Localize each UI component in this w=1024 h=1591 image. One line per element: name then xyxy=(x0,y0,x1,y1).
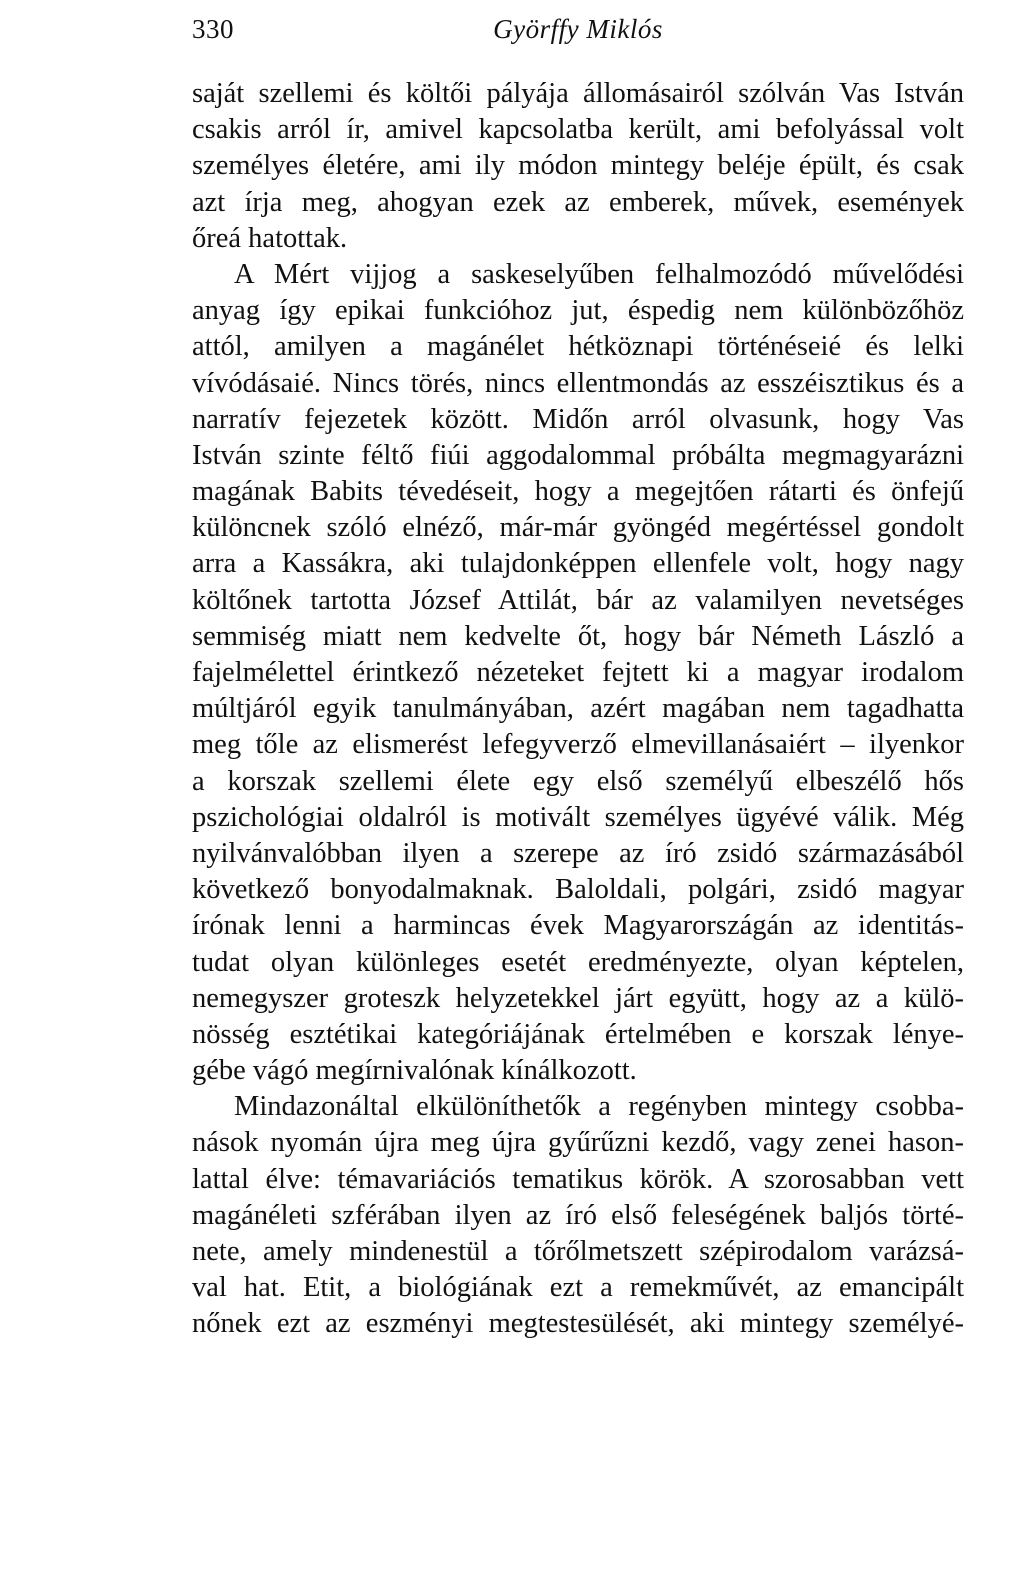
text-line: személyes életére, ami ily módon mintegy beléje épült, és csak xyxy=(192,150,964,182)
text-line: különcnek szóló elnéző, már-már gyöngéd megértéssel gondolt xyxy=(192,512,964,544)
running-head-author: Györffy Miklós xyxy=(493,14,663,44)
text-line: nemegyszer groteszk helyzetekkel járt együtt, hogy az a külö- xyxy=(192,982,964,1014)
text-line: lattal élve: témavariációs tematikus körök. A szorosabban vett xyxy=(192,1163,964,1195)
text-line: fajelmélettel érintkező nézeteket fejtett ki a magyar irodalom xyxy=(192,657,964,688)
text-line: saját szellemi és költői pályája állomásairól szólván Vas István xyxy=(192,78,964,109)
text-line: nete, amely mindenestül a tőrőlmetszett szépirodalom varázsá- xyxy=(192,1236,964,1267)
text-line: magánéleti szférában ilyen az író első feleségének baljós törté- xyxy=(192,1199,964,1231)
text-line: költőnek tartotta József Attilát, bár az valamilyen nevetséges xyxy=(192,584,964,616)
text-line: tudat olyan különleges esetét eredményezte, olyan képtelen, xyxy=(192,946,964,978)
text-line: őreá hatottak. xyxy=(192,222,348,254)
text-line: anyag így epikai funkcióhoz jut, éspedig nem különbözőhöz xyxy=(192,295,964,327)
text-line: val hat. Etit, a biológiának ezt a remekművét, az emancipált xyxy=(192,1272,964,1304)
body-text xyxy=(192,76,964,1343)
text-line: nőnek ezt az eszményi megtestesülését, aki mintegy személyé- xyxy=(192,1308,964,1340)
text-line: attól, amilyen a magánélet hétköznapi történéseié és lelki xyxy=(192,331,964,363)
text-line: pszichológiai oldalról is motivált személyes ügyévé válik. Még xyxy=(192,801,964,833)
text-line: következő bonyodalmaknak. Baloldali, polgári, zsidó magyar xyxy=(192,874,964,906)
text-line: írónak lenni a harmincas évek Magyarországán az identitás- xyxy=(192,910,964,942)
text-line: A Mért vijjog a saskeselyűben felhalmozódó művelődési xyxy=(234,258,964,290)
text-line: semmiség miatt nem kedvelte őt, hogy bár Németh László a xyxy=(192,620,964,652)
text-line: nyilvánvalóbban ilyen a szerepe az író zsidó származásából xyxy=(192,837,964,869)
page-number: 330 xyxy=(192,14,234,44)
text-line: meg tőle az elismerést lefegyverző elmevillanásaiért – ilyenkor xyxy=(192,729,964,761)
text-line: narratív fejezetek között. Midőn arról olvasunk, hogy Vas xyxy=(192,403,964,435)
text-line: azt írja meg, ahogyan ezek az emberek, művek, események xyxy=(192,186,964,218)
text-line: arra a Kassákra, aki tulajdonképpen ellenfele volt, hogy nagy xyxy=(192,548,964,580)
text-line: magának Babits tévedéseit, hogy a megejtően rátarti és önfejű xyxy=(192,476,964,508)
text-line: István szinte féltő fiúi aggodalommal próbálta megmagyarázni xyxy=(192,439,964,471)
text-line: nösség esztétikai kategóriájának értelmében e korszak lénye- xyxy=(192,1018,964,1050)
paragraph xyxy=(192,1089,964,1342)
text-line: a korszak szellemi élete egy első személyű elbeszélő hős xyxy=(192,765,964,797)
paragraph xyxy=(192,76,964,1089)
page-header xyxy=(192,14,964,54)
text-line: múltjáról egyik tanulmányában, azért magában nem tagadhatta xyxy=(192,693,964,725)
text-line: Mindazonáltal elkülöníthetők a regényben mintegy csobba- xyxy=(234,1091,964,1123)
text-line: gébe vágó megírnivalónak kínálkozott. xyxy=(192,1055,637,1087)
text-line: nások nyomán újra meg újra gyűrűzni kezdő, vagy zenei hason- xyxy=(192,1127,964,1159)
text-line: vívódásaié. Nincs törés, nincs ellentmondás az esszéisztikus és a xyxy=(192,367,964,399)
text-line: csakis arról ír, amivel kapcsolatba került, ami befolyással volt xyxy=(192,114,964,146)
